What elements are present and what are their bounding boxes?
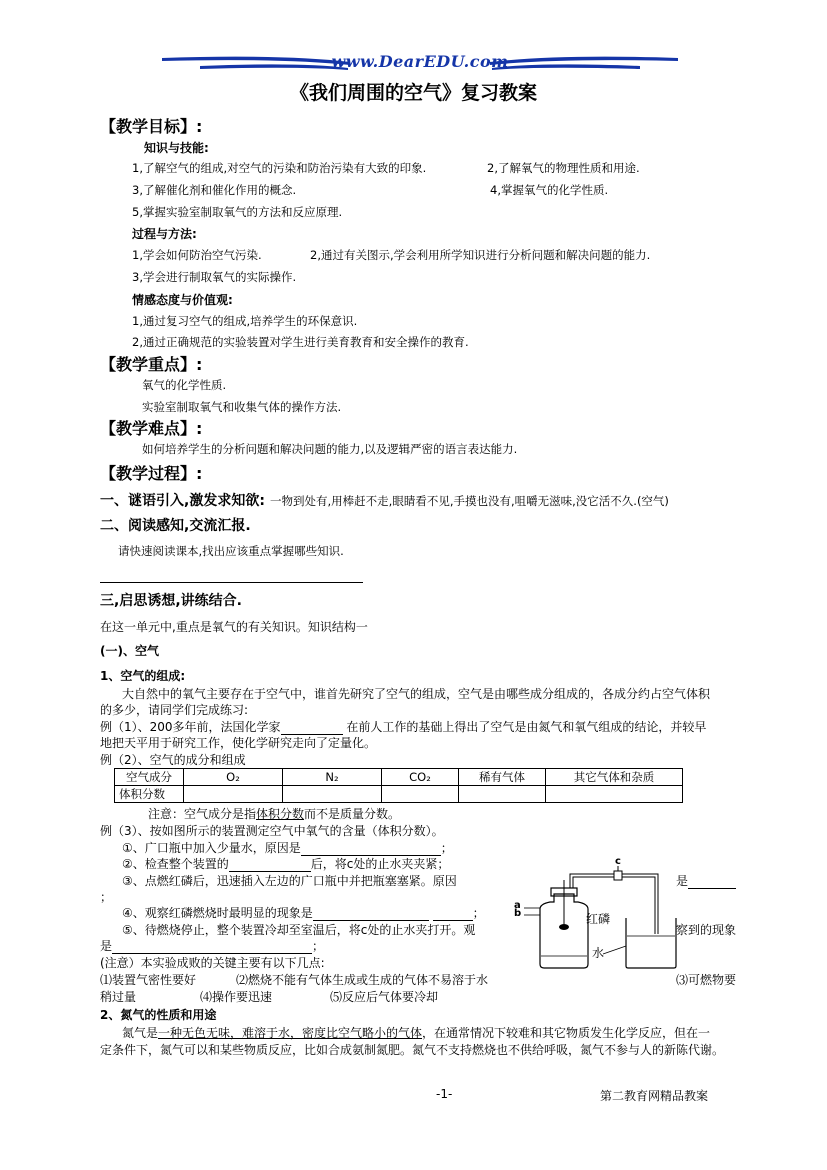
question-3-continued [676, 872, 736, 889]
example-1-start: 例（1）、200多年前，法国化学家 [100, 720, 281, 734]
paragraph-2a-underlined: 一种无色无味，难溶于水，密度比空气略小的气体 [158, 1026, 423, 1040]
example-1-end: 在前人工作的基础上得出了空气是由氮气和氧气组成的结论，并较早 [346, 720, 707, 734]
section-2-title: 二、阅读感知,交流汇报. [100, 518, 251, 534]
process-item-1: 1,学会如何防治空气污染. [132, 248, 262, 262]
riddle-text: 一物到处有,用棒赶不走,眼睛看不见,手摸也没有,咀嚼无滋味,没它活不久.(空气) [270, 494, 669, 508]
subsection-1-title: 1、空气的组成: [100, 669, 186, 683]
question-5-line-2 [100, 937, 324, 954]
difficulty-1: 如何培养学生的分析问题和解决问题的能力,以及逻辑严密的语言表达能力. [142, 442, 518, 456]
emotion-item-2: 2,通过正确规范的实验装置对学生进行美育教育和安全操作的教育. [132, 335, 469, 349]
question-3-end: ； [100, 890, 113, 904]
process-item-3: 3,学会进行制取氧气的实际操作. [132, 270, 297, 284]
answer-blank[interactable] [112, 941, 312, 954]
process-method-heading: 过程与方法: [132, 227, 197, 241]
answer-blank[interactable] [229, 859, 311, 872]
label-water: 水 [592, 946, 605, 960]
table-cell[interactable] [184, 786, 283, 803]
section-3-title: 三,启思诱想,讲练结合. [100, 593, 242, 609]
section-1-title: 一、谜语引入,激发求知欲: [100, 493, 265, 509]
knowledge-heading: 知识与技能: [144, 141, 209, 155]
emotion-item-1: 1,通过复习空气的组成,培养学生的环保意识. [132, 314, 358, 328]
table-header-row [115, 769, 683, 786]
knowledge-item-5: 5,掌握实验室制取氧气的方法和反应原理. [132, 205, 343, 219]
table-cell[interactable] [546, 786, 683, 803]
paragraph-2a-start: 氮气是 [122, 1026, 159, 1040]
example-2-title: 例（2）、空气的成分和组成 [100, 753, 246, 767]
question-5: ⑤、待燃烧停止，整个装置冷却至室温后，将c处的止水夹打开。观 [122, 923, 476, 937]
paragraph-2b: 定条件下，氮气可以和某些物质反应，比如合成氨制氮肥。氮气不支持燃烧也不供给呼吸，氮气不参与人的新陈代谢。 [100, 1043, 725, 1057]
paragraph-2a-end: ，在通常情况下较难和其它物质发生化学反应，但在一 [422, 1026, 711, 1040]
knowledge-item-1: 1,了解空气的组成,对空气的污染和防治污染有大致的印象. [132, 161, 427, 175]
knowledge-item-4: 4,掌握氧气的化学性质. [490, 183, 609, 197]
part-1-title: (一)、空气 [100, 644, 159, 658]
condition-1: ⑴装置气密性要好 [100, 973, 197, 987]
example-3-title: 例（3）、按如图所示的装置测定空气中氧气的含量（体积分数）。 [100, 824, 444, 838]
table-header-cell: 空气成分 [115, 769, 184, 786]
table-header-cell: 其它气体和杂质 [546, 769, 683, 786]
section-3-text: 在这一单元中,重点是氧气的有关知识。知识结构一 [100, 620, 368, 634]
question-1 [122, 839, 453, 856]
condition-3: ⑶可燃物要 [676, 973, 737, 987]
air-composition-table [114, 768, 683, 803]
question-5-is: 是 [100, 939, 113, 953]
subsection-2-title: 2、氮气的性质和用途 [100, 1008, 217, 1022]
example-1-line-1 [100, 718, 706, 735]
label-c: c [615, 856, 621, 867]
table-cell[interactable] [382, 786, 459, 803]
key-points-heading: 【教学重点】: [100, 355, 203, 374]
label-a: a [514, 900, 521, 911]
example-1-line-2: 地把天平用于研究工作，使化学研究走向了定量化。 [100, 736, 377, 750]
label-red-phosphorus: 红磷 [586, 912, 611, 926]
process-heading: 【教学过程】: [100, 464, 203, 483]
label-b: b [514, 908, 522, 919]
section-1 [100, 490, 669, 510]
table-header-cell: CO₂ [382, 769, 459, 786]
question-3-is: 是 [676, 874, 689, 888]
condition-4: ⑷操作要迅速 [200, 990, 273, 1004]
key-point-2: 实验室制取氧气和收集气体的操作方法. [142, 400, 342, 414]
answer-blank[interactable] [688, 876, 736, 889]
paragraph-1a: 大自然中的氧气主要存在于空气中，谁首先研究了空气的组成，空气是由哪些成分组成的，各成分约占空气体积 [122, 687, 711, 701]
table-row-label: 体积分数 [115, 786, 184, 803]
footer-source: 第二教育网精品教案 [600, 1089, 709, 1103]
conditions-title: (注意）本实验成败的关键主要有以下几点: [100, 956, 325, 970]
page-number: -1- [436, 1087, 453, 1101]
question-2-start: ②、检查整个装置的 [122, 857, 229, 871]
note-line [148, 805, 400, 822]
table-row [115, 786, 683, 803]
paragraph-1b: 的多少，请同学们完成练习: [100, 703, 249, 717]
question-2-end: 后，将c处的止水夹夹紧； [310, 857, 450, 871]
difficulties-heading: 【教学难点】: [100, 419, 203, 438]
table-header-cell: 稀有气体 [459, 769, 546, 786]
question-5-end: ； [312, 939, 325, 953]
process-item-2: 2,通过有关图示,学会利用所学知识进行分析问题和解决问题的能力. [310, 248, 651, 262]
question-1-end: ； [440, 841, 453, 855]
apparatus-figure [508, 856, 678, 970]
question-1-text: ①、广口瓶中加入少量水，原因是 [122, 841, 301, 855]
table-cell[interactable] [283, 786, 382, 803]
question-4-end: ； [472, 906, 485, 920]
condition-2: ⑵燃烧不能有气体生成或生成的气体不易溶于水 [236, 973, 489, 987]
logo-text: www.DearEDU.com [331, 52, 509, 71]
page-title: 《我们周围的空气》复习教案 [289, 82, 537, 104]
note-end: 而不是质量分数。 [304, 807, 401, 821]
question-4 [122, 904, 485, 921]
objectives-heading: 【教学目标】: [100, 117, 203, 136]
emotion-heading: 情感态度与价值观: [132, 293, 233, 307]
question-3: ③、点燃红磷后，迅速插入左边的广口瓶中并把瓶塞塞紧。原因 [122, 874, 457, 888]
knowledge-item-3: 3,了解催化剂和催化作用的概念. [132, 183, 297, 197]
site-logo [160, 50, 680, 80]
question-5-continued: 察到的现象 [676, 923, 737, 937]
answer-blank[interactable] [313, 908, 429, 921]
condition-5: ⑸反应后气体要冷却 [330, 990, 439, 1004]
divider-line [100, 582, 363, 583]
question-4-text: ④、观察红磷燃烧时最明显的现象是 [122, 906, 313, 920]
paragraph-2a [122, 1024, 710, 1041]
knowledge-item-2: 2,了解氧气的物理性质和用途. [487, 161, 640, 175]
key-point-1: 氧气的化学性质. [142, 378, 227, 392]
question-2 [122, 855, 449, 872]
section-2-text: 请快速阅读课本,找出应该重点掌握哪些知识. [118, 544, 344, 558]
answer-blank[interactable] [433, 908, 473, 921]
condition-3-continued: 稍过量 [100, 990, 137, 1004]
table-cell[interactable] [459, 786, 546, 803]
note-start: 注意：空气成分是指 [148, 807, 257, 821]
table-header-cell: O₂ [184, 769, 283, 786]
note-underlined: 体积分数 [256, 807, 305, 821]
table-header-cell: N₂ [283, 769, 382, 786]
